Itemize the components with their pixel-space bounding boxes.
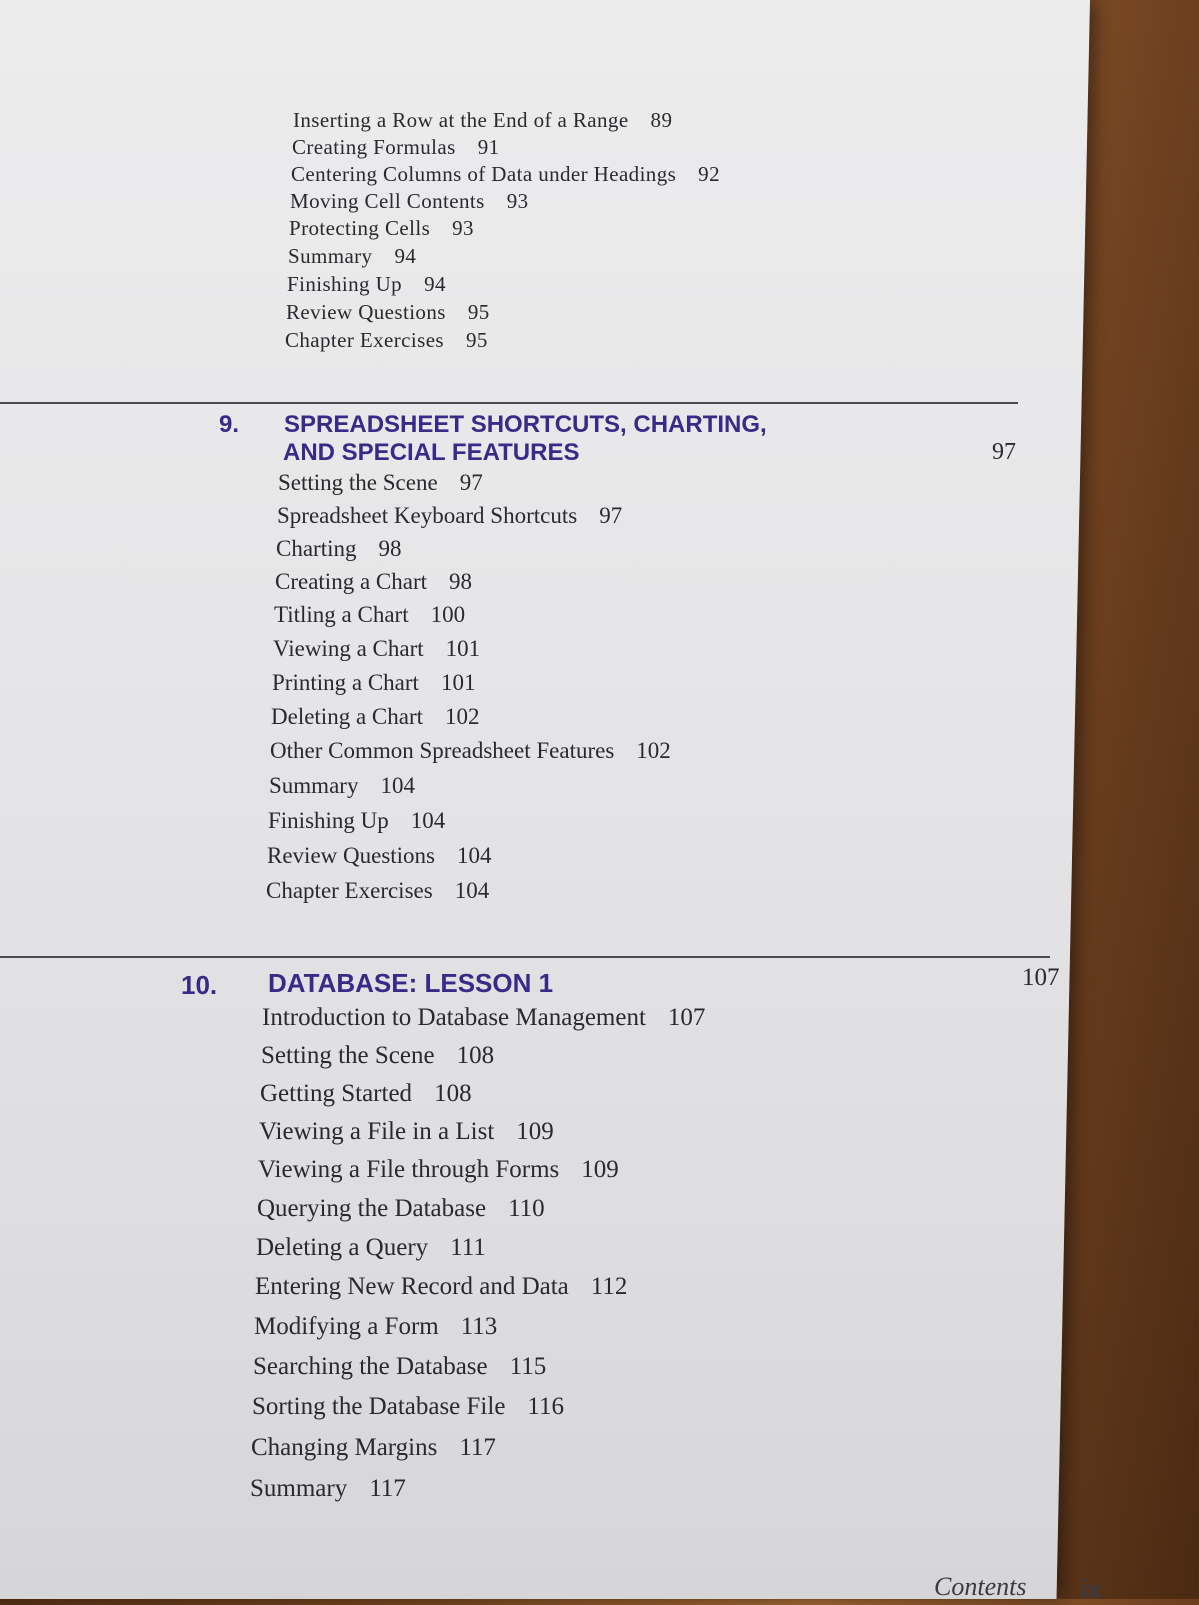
entry-title: Viewing a Chart <box>273 636 424 661</box>
toc-entry <box>291 162 720 187</box>
entry-title: Modifying a Form <box>253 1313 439 1340</box>
entry-page: 93 <box>452 216 474 240</box>
chapter-title: SPREADSHEET SHORTCUTS, CHARTING, <box>284 411 767 438</box>
entry-title: Protecting Cells <box>289 216 431 240</box>
toc-entry <box>262 1004 705 1032</box>
entry-title: Summary <box>288 244 373 268</box>
entry-title: Centering Columns of Data under Headings <box>291 162 677 186</box>
entry-title: Spreadsheet Keyboard Shortcuts <box>277 503 578 528</box>
entry-page: 101 <box>445 636 481 661</box>
entry-page: 94 <box>394 244 417 268</box>
entry-title: Charting <box>276 536 357 561</box>
entry-title: Summary <box>269 773 359 798</box>
entry-page: 116 <box>527 1393 564 1420</box>
chapter-divider <box>0 402 1018 404</box>
entry-page: 95 <box>466 328 488 352</box>
toc-entry <box>267 843 492 869</box>
entry-title: Finishing Up <box>287 272 403 296</box>
entry-page: 111 <box>450 1234 486 1261</box>
entry-page: 117 <box>459 1434 496 1461</box>
entry-title: Inserting a Row at the End of a Range <box>293 108 629 132</box>
entry-title: Setting the Scene <box>261 1042 435 1069</box>
toc-entry <box>256 1234 486 1262</box>
toc-entry <box>273 636 480 662</box>
entry-page: 93 <box>506 189 529 213</box>
toc-entry <box>290 189 529 214</box>
chapter-number: 9. <box>219 411 240 438</box>
entry-page: 107 <box>667 1004 706 1031</box>
toc-entry <box>259 1118 554 1146</box>
toc-entry <box>257 1195 545 1223</box>
entry-page: 91 <box>477 135 500 159</box>
entry-page: 110 <box>508 1195 545 1222</box>
entry-title: Review Questions <box>286 300 446 324</box>
entry-page: 94 <box>424 272 446 296</box>
entry-title: Getting Started <box>260 1080 413 1107</box>
toc-entry <box>278 470 483 496</box>
entry-page: 112 <box>590 1273 628 1300</box>
toc-entry <box>292 135 500 160</box>
chapter-title: DATABASE: LESSON 1 <box>268 968 554 998</box>
entry-title: Creating Formulas <box>292 135 456 159</box>
toc-entry <box>254 1313 497 1341</box>
toc-entry <box>286 300 490 325</box>
entry-title: Deleting a Query <box>255 1234 429 1261</box>
entry-title: Searching the Database <box>253 1353 488 1380</box>
entry-page: 98 <box>378 536 402 561</box>
entry-page: 97 <box>459 470 483 495</box>
chapter-divider <box>0 956 1050 958</box>
entry-title: Chapter Exercises <box>266 878 433 903</box>
toc-entry <box>260 1080 472 1108</box>
entry-page: 104 <box>454 878 490 903</box>
entry-page: 108 <box>434 1080 472 1107</box>
footer-page-number: ix <box>1080 1574 1102 1604</box>
toc-entry <box>250 1475 406 1503</box>
entry-page: 89 <box>650 108 673 132</box>
entry-page: 113 <box>460 1313 498 1340</box>
toc-entry <box>274 602 465 628</box>
toc-entry <box>253 1353 546 1381</box>
entry-page: 102 <box>445 704 480 729</box>
toc-entry <box>251 1434 496 1462</box>
toc-entry <box>277 503 622 529</box>
toc-entry <box>271 704 480 730</box>
entry-page: 97 <box>599 503 623 528</box>
entry-title: Sorting the Database File <box>251 1393 506 1420</box>
entry-title: Setting the Scene <box>278 470 438 495</box>
toc-entry <box>287 272 446 297</box>
entry-page: 104 <box>380 773 415 798</box>
entry-page: 102 <box>636 738 671 763</box>
entry-title: Entering New Record and Data <box>254 1273 569 1300</box>
entry-title: Chapter Exercises <box>285 328 444 352</box>
entry-title: Moving Cell Contents <box>290 189 485 213</box>
entry-title: Printing a Chart <box>272 670 419 695</box>
toc-entry <box>270 738 671 764</box>
entry-title: Review Questions <box>267 843 436 868</box>
toc-entry <box>261 1042 494 1070</box>
entry-title: Querying the Database <box>257 1195 487 1222</box>
chapter-page: 107 <box>1021 964 1060 991</box>
entry-title: Other Common Spreadsheet Features <box>270 738 615 763</box>
toc-entry <box>285 328 488 353</box>
toc-entry <box>252 1393 564 1421</box>
toc-entry <box>293 108 672 133</box>
entry-page: 101 <box>440 670 476 695</box>
toc-entry <box>269 773 415 799</box>
entry-page: 100 <box>430 602 466 627</box>
entry-title: Deleting a Chart <box>271 704 424 729</box>
chapter-number: 10. <box>181 970 218 1000</box>
entry-title: Creating a Chart <box>275 569 428 594</box>
entry-page: 108 <box>456 1042 495 1069</box>
entry-page: 98 <box>449 569 473 594</box>
entry-page: 117 <box>369 1475 406 1502</box>
chapter-page: 97 <box>992 439 1016 465</box>
entry-page: 115 <box>509 1353 547 1380</box>
chapter-title-line2: AND SPECIAL FEATURES <box>283 439 580 466</box>
entry-title: Changing Margins <box>250 1434 438 1461</box>
toc-entry <box>272 670 475 696</box>
toc-entry <box>289 216 474 241</box>
entry-title: Introduction to Database Management <box>262 1004 646 1031</box>
entry-page: 95 <box>467 300 490 324</box>
toc-entry <box>275 569 472 595</box>
toc-entry <box>266 878 489 904</box>
entry-page: 104 <box>457 843 492 868</box>
toc-entry <box>276 536 402 562</box>
toc-entry <box>268 808 445 834</box>
entry-title: Summary <box>249 1475 348 1502</box>
toc-entry <box>255 1273 627 1301</box>
footer-label: Contents <box>934 1572 1027 1601</box>
entry-page: 92 <box>698 162 720 186</box>
entry-title: Viewing a File in a List <box>259 1118 495 1145</box>
entry-page: 109 <box>581 1156 619 1183</box>
entry-page: 109 <box>516 1118 554 1145</box>
toc-entry <box>288 244 416 269</box>
entry-title: Titling a Chart <box>274 602 409 627</box>
entry-page: 104 <box>410 808 446 833</box>
entry-title: Finishing Up <box>268 808 389 833</box>
entry-title: Viewing a File through Forms <box>258 1156 560 1183</box>
toc-entry <box>258 1156 619 1184</box>
